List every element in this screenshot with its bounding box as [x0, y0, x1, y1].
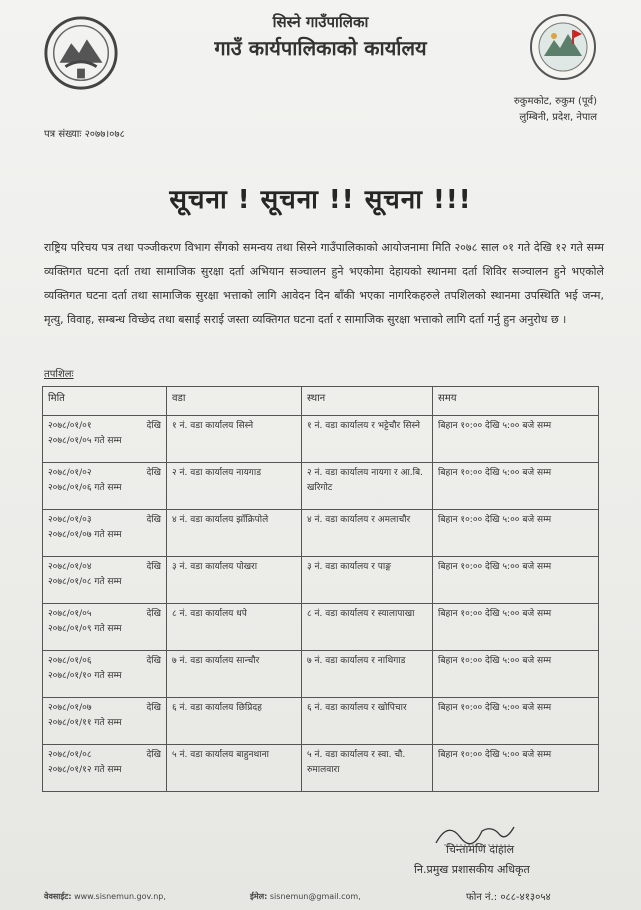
- schedule-table-body: [43, 416, 599, 792]
- notice-body: राष्ट्रिय परिचय पत्र तथा पञ्जीकरण विभाग सँगको समन्वय तथा सिस्ने गाउँपालिकाको आयोजनामा मिति २०७८ साल ०१ गते देखि १२ गते सम्म व्यक्तिगत घटना दर्ता तथा सामाजिक सुरक्षा दर्ता अभियान सञ्चालन हुने भएकोमा देहायको स्थानमा दर्ता शिविर सञ्चालन हुने भएकोले व्यक्तिगत घटना दर्ता तथा सामाजिक सुरक्षा भत्ताको लागि आवेदन दिन बाँकी भएका नागरिकहरुले तपशिलको स्थानमा उपस्थिति भई जन्म, मृत्यु, विवाह, सम्बन्ध विच्छेद तथा बसाई सराई जस्ता व्यक्तिगत घटना दर्ता र सामाजिक सुरक्षा भत्ताको लागि दर्ता गर्नु हुन अनुरोध छ ।: [44, 241, 604, 326]
- place-cell: ४ नं. वडा कार्यालय र अमलाचौर: [302, 510, 433, 557]
- table-header-row: [43, 387, 599, 416]
- time-cell: बिहान १०:०० देखि ५:०० बजे सम्म: [433, 463, 599, 510]
- ward-cell: ५ नं. वडा कार्यालय बाहुनथाना: [167, 745, 302, 792]
- table-row: [43, 557, 599, 604]
- header-place: स्थान: [302, 387, 433, 416]
- time-cell: बिहान १०:०० देखि ५:०० बजे सम्म: [433, 604, 599, 651]
- date-cell: [43, 698, 167, 745]
- table-row: [43, 463, 599, 510]
- date-from-suffix: देखि: [146, 750, 161, 760]
- place-cell: १ नं. वडा कार्यालय र भट्टेचौर सिस्ने: [302, 416, 433, 463]
- table-row: [43, 604, 599, 651]
- time-cell: बिहान १०:०० देखि ५:०० बजे सम्म: [433, 745, 599, 792]
- time-cell: बिहान १०:०० देखि ५:०० बजे सम्म: [433, 416, 599, 463]
- header-ward: वडा: [167, 387, 302, 416]
- ward-cell: ३ नं. वडा कार्यालय पोखरा: [167, 557, 302, 604]
- date-from-suffix: देखि: [146, 468, 161, 478]
- place-cell: ८ नं. वडा कार्यालय र स्यालापाखा: [302, 604, 433, 651]
- reference-label: पत्र संख्याः: [44, 129, 82, 140]
- date-to: २०७८/०१/११ गते सम्म: [48, 718, 122, 728]
- time-cell: बिहान १०:०० देखि ५:०० बजे सम्म: [433, 698, 599, 745]
- date-cell: [43, 463, 167, 510]
- header-time: समय: [433, 387, 599, 416]
- place-cell: ३ नं. वडा कार्यालय र पाङ्ग: [302, 557, 433, 604]
- date-from: २०७८/०१/०४: [48, 562, 92, 572]
- date-from: २०७८/०१/०१: [48, 421, 92, 431]
- date-from-suffix: देखि: [146, 703, 161, 713]
- ward-cell: २ नं. वडा कार्यालय नायगाड: [167, 463, 302, 510]
- ward-cell: ८ नं. वडा कार्यालय धपे: [167, 604, 302, 651]
- ward-cell: १ नं. वडा कार्यालय सिस्ने: [167, 416, 302, 463]
- date-to: २०७८/०१/०८ गते सम्म: [48, 577, 122, 587]
- date-from-suffix: देखि: [146, 656, 161, 666]
- municipality-name: सिस्ने गाउँपालिका: [272, 13, 369, 31]
- office-address: [514, 94, 597, 126]
- office-name: गाउँ कार्यपालिकाको कार्यालय: [214, 36, 427, 60]
- date-cell: [43, 557, 167, 604]
- table-row: [43, 698, 599, 745]
- address-line-1: रुकुमकोट, रुकुम (पूर्व): [513, 96, 597, 107]
- date-from: २०७८/०१/०७: [48, 703, 92, 713]
- place-cell: २ नं. वडा कार्यालय नायगा र आ.बि. खरिगोट: [302, 463, 433, 510]
- table-row: [43, 416, 599, 463]
- footer-email: [250, 891, 361, 902]
- address-line-2: लुम्बिनी, प्रदेश, नेपाल: [519, 112, 597, 123]
- time-cell: बिहान १०:०० देखि ५:०० बजे सम्म: [433, 510, 599, 557]
- schedule-table: [42, 386, 599, 792]
- date-to: २०७८/०१/१२ गते सम्म: [48, 765, 122, 775]
- table-row: [43, 651, 599, 698]
- signer-title: नि.प्रमुख प्रशासकीय अधिकृत: [414, 863, 530, 876]
- date-from-suffix: देखि: [146, 421, 161, 431]
- date-from-suffix: देखि: [146, 609, 161, 619]
- ward-cell: ४ नं. वडा कार्यालय झाँक्रिपोले: [167, 510, 302, 557]
- phone-label: फोन नं.:: [466, 892, 498, 903]
- table-row: [43, 745, 599, 792]
- signer-name: चिन्तामणि दाहाल: [446, 843, 515, 856]
- date-from: २०७८/०१/०८: [48, 750, 92, 760]
- ward-cell: ७ नं. वडा कार्यालय सान्चौर: [167, 651, 302, 698]
- date-to: २०७८/०१/०५ गते सम्म: [48, 436, 122, 446]
- date-cell: [43, 604, 167, 651]
- date-from: २०७८/०१/०६: [48, 656, 92, 666]
- date-from: २०७८/०१/०५: [48, 609, 92, 619]
- footer-phone: [466, 889, 551, 903]
- time-cell: बिहान १०:०० देखि ५:०० बजे सम्म: [433, 651, 599, 698]
- date-cell: [43, 416, 167, 463]
- details-label: तपशिलः: [44, 369, 74, 380]
- date-cell: [43, 745, 167, 792]
- ward-cell: ६ नं. वडा कार्यालय छिप्रिदह: [167, 698, 302, 745]
- date-to: २०७८/०१/०७ गते सम्म: [48, 530, 122, 540]
- date-to: २०७८/०१/०६ गते सम्म: [48, 483, 122, 493]
- date-cell: [43, 651, 167, 698]
- date-from: २०७८/०१/०३: [48, 515, 92, 525]
- date-from-suffix: देखि: [146, 515, 161, 525]
- time-cell: बिहान १०:०० देखि ५:०० बजे सम्म: [433, 557, 599, 604]
- place-cell: ७ नं. वडा कार्यालय र नाथिगाड: [302, 651, 433, 698]
- reference-number: [44, 126, 125, 140]
- table-row: [43, 510, 599, 557]
- website-link[interactable]: www.sisnemun.gov.np,: [74, 892, 166, 901]
- email-label: ईमेल:: [250, 892, 268, 901]
- reference-value: २०७७।०७८: [84, 129, 125, 140]
- date-from-suffix: देखि: [146, 562, 161, 572]
- date-to: २०७८/०१/०९ गते सम्म: [48, 624, 122, 634]
- date-from: २०७८/०१/०२: [48, 468, 92, 478]
- date-cell: [43, 510, 167, 557]
- phone-number: ०८८-४१३०५४: [500, 892, 551, 903]
- email-link[interactable]: sisnemun@gmail.com,: [269, 892, 361, 901]
- footer-website: [44, 891, 166, 902]
- website-label: वेवसाईट:: [44, 892, 72, 901]
- place-cell: ६ नं. वडा कार्यालय र खोपिचार: [302, 698, 433, 745]
- header-date: मिति: [43, 387, 167, 416]
- date-to: २०७८/०१/१० गते सम्म: [48, 671, 122, 681]
- place-cell: ५ नं. वडा कार्यालय र स्वा. चौ. रुमालवारा: [302, 745, 433, 792]
- notice-title: सूचना ! सूचना !! सूचना !!!: [169, 185, 472, 215]
